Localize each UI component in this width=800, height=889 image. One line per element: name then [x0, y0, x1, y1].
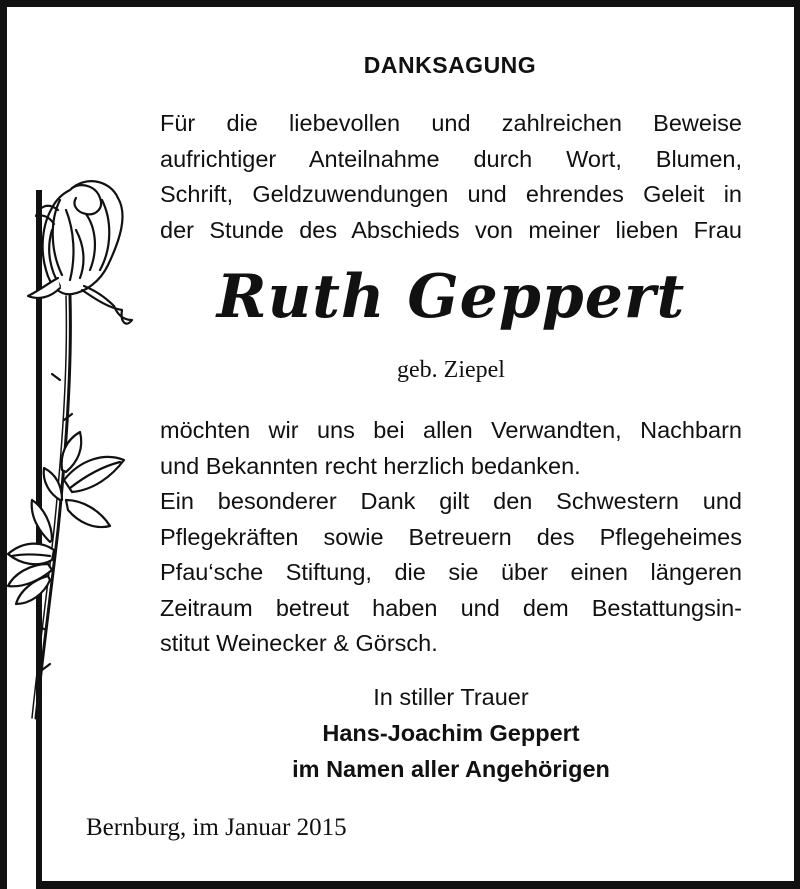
deceased-name: Ruth Geppert	[216, 262, 686, 332]
intro-line: Schrift, Geldzuwendungen und ehrendes Geleit in	[160, 181, 742, 207]
place-date: Bernburg, im Januar 2015	[86, 814, 347, 841]
frame-right-border	[794, 0, 800, 889]
birth-name: geb. Ziepel	[397, 357, 505, 383]
intro-paragraph	[160, 106, 742, 248]
signer-name: Hans-Joachim Geppert	[322, 720, 580, 746]
thanks-line: Ein besonderer Dank gilt den Schwestern und	[160, 488, 742, 514]
thanks-line: und Bekannten recht herzlich bedanken.	[160, 452, 581, 479]
thanks-line: Zeitraum betreut haben und dem Bestattungsin-	[160, 594, 742, 621]
family-line: im Namen aller Angehörigen	[292, 756, 610, 782]
mourning-line: In stiller Trauer	[373, 684, 529, 710]
notice-heading: DANKSAGUNG	[363, 52, 537, 78]
frame-bottom-border	[36, 881, 800, 889]
frame-top-border	[0, 0, 800, 7]
thanks-line: Pfau‘sche Stiftung, die sie über einen längeren	[160, 559, 742, 585]
rose-icon	[0, 170, 140, 730]
thanks-paragraph	[160, 413, 742, 662]
thanks-line: stitut Weinecker & Görsch.	[160, 630, 438, 656]
intro-line: aufrichtiger Anteilnahme durch Wort, Blumen,	[160, 145, 742, 172]
intro-line: Für die liebevollen und zahlreichen Beweise	[160, 110, 742, 136]
intro-line: der Stunde des Abschieds von meiner lieben Frau	[160, 216, 742, 243]
closing-block	[160, 679, 742, 787]
thanks-line: möchten wir uns bei allen Verwandten, Nachbarn	[160, 417, 742, 443]
thanks-line: Pflegekräften sowie Betreuern des Pflegeheimes	[160, 523, 742, 550]
